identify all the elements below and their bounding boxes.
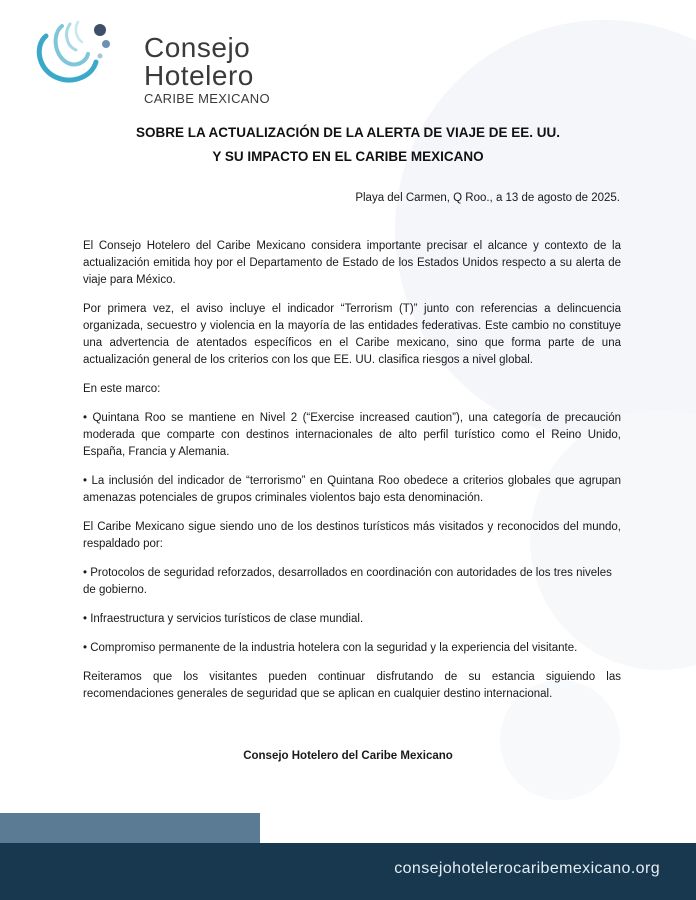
logo-line-consejo: Consejo [144,32,251,63]
logo-line-caribe-mexicano: CARIBE MEXICANO [144,91,270,106]
paragraph-respaldado: El Caribe Mexicano sigue siendo uno de los destinos turísticos más visitados y reconocidos del mundo, respaldado por: [83,521,621,550]
document-title [0,121,696,169]
title-line-1: SOBRE LA ACTUALIZACIÓN DE LA ALERTA DE VIAJE DE EE. UU. [135,125,561,140]
logo-line-hotelero: Hotelero [144,60,254,91]
paragraph-reiteramos: Reiteramos que los visitantes pueden continuar disfrutando de su estancia siguiendo las recomendaciones generales de seguridad que se aplican en cualquier destino internacional. [83,671,621,700]
bullet-infraestructura: • Infraestructura y servicios turísticos de clase mundial. [83,613,364,625]
footer-website-link[interactable]: consejohotelerocaribemexicano.org [394,860,660,877]
paragraph-en-este-marco: En este marco: [83,383,161,395]
bullet-terrorismo: • La inclusión del indicador de “terrorismo” en Quintana Roo obedece a criterios globales que agrupan amenazas potenciales de grupos criminales violentos bajo esta denominación. [83,475,621,504]
signature: Consejo Hotelero del Caribe Mexicano [243,750,453,762]
bullet-compromiso: • Compromiso permanente de la industria hotelera con la seguridad y la experiencia del visitante. [83,642,578,654]
paragraph-intro: El Consejo Hotelero del Caribe Mexicano considera importante precisar el alcance y contexto de la actualización emitida hoy por el Departamento de Estado de los Estados Unidos respecto a su alerta de viaje para México. [83,240,621,286]
consejo-hotelero-logo [26,16,270,106]
bullet-nivel-2: • Quintana Roo se mantiene en Nivel 2 (“Exercise increased caution”), una categoría de precaución moderada que comparte con destinos internacionales de alto perfil turístico como el Reino Unido, España, Francia y Alemania. [83,412,621,458]
wave-logo-icon [26,16,136,96]
document-body [83,238,621,715]
title-line-2: Y SU IMPACTO EN EL CARIBE MEXICANO [212,149,484,164]
bullet-protocolos: • Protocolos de seguridad reforzados, desarrollados en coordinación con autoridades de los tres niveles de gobierno. [83,567,612,596]
dateline: Playa del Carmen, Q Roo., a 13 de agosto de 2025. [355,192,620,204]
paragraph-terrorism-indicator: Por primera vez, el aviso incluye el indicador “Terrorism (T)” junto con referencias a delincuencia organizada, secuestro y violencia en la mayoría de las entidades federativas. Este cambio no constituye una advertencia de atentados específicos en el Caribe mexicano, sino que forma parte de una actualización general de los criterios con los que EE. UU. clasifica riesgos a nivel global. [83,303,621,366]
